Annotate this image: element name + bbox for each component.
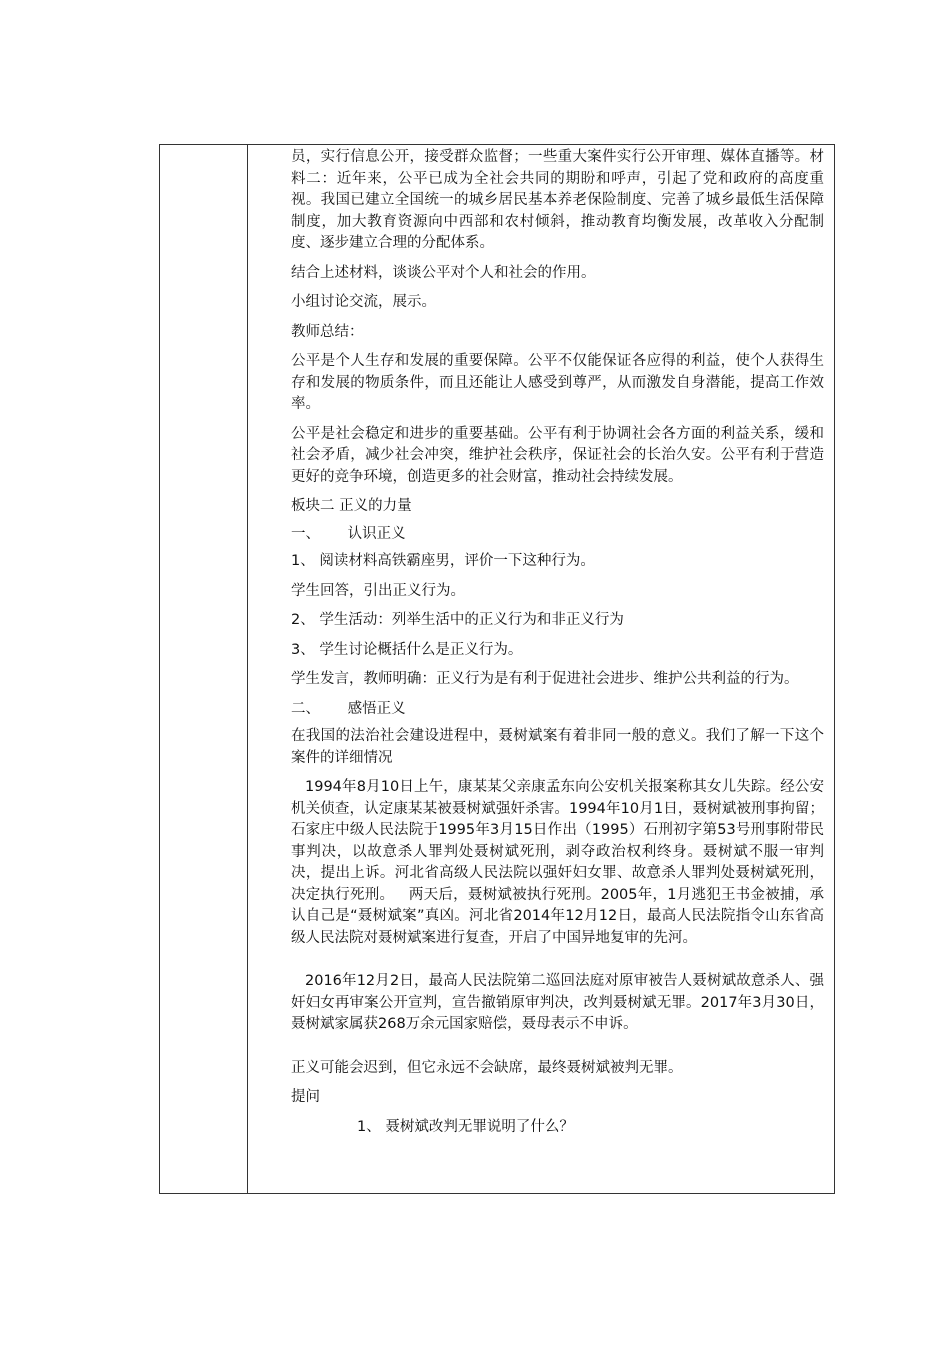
list-item-3: 3、 学生讨论概括什么是正义行为。 [291, 641, 523, 658]
paragraph-case-intro: 在我国的法治社会建设进程中，聂树斌案有着非同一般的意义。我们了解一下这个案件的详细情况 [291, 728, 824, 766]
list-item-1: 1、 阅读材料高铁霸座男，评价一下这种行为。 [291, 553, 595, 569]
paragraph-question-label: 提问 [291, 1089, 320, 1105]
list-item-2: 2、 学生活动：列举生活中的正义行为和非正义行为 [291, 612, 624, 628]
paragraph-conclusion: 正义可能会迟到，但它永远不会缺席，最终聂树斌被判无罪。 [291, 1059, 683, 1076]
paragraph-definition: 学生发言，教师明确：正义行为是有利于促进社会进步、维护公共利益的行为。 [291, 671, 799, 687]
paragraph-case-details: 1994年8月10日上午，康某某父亲康孟东向公安机关报案称其女儿失踪。经公安机关侦查，认定康某某被聂树斌强奸杀害。1994年10月1日，聂树斌被刑事拘留；石家庄中级人民法院于1995年3月15日作出（1995）石刑初字第53号刑事附带民事判决，以故意杀人罪判处聂树斌死刑，剥夺政治权利终身。聂树斌不服一审判决，提出上诉。河北省高级人民法院以强奸妇女罪、故意杀人罪判处聂树斌死刑，决定执行死刑。 两天后，聂树斌被执行死刑。2005年，1月逃犯王书金被捕，承认自己是“聂树斌案”真凶。河北省2014年12月12日，最高人民法院指令山东省高级人民法院对聂树斌案进行复查，开启了中国异地复审的先河。 [291, 779, 824, 946]
paragraph-student-answer: 学生回答，引出正义行为。 [291, 582, 465, 599]
lesson-content-cell [291, 147, 824, 1146]
paragraph-fairness-individual: 公平是个人生存和发展的重要保障。公平不仅能保证各应得的利益，使个人获得生存和发展的物质条件，而且还能让人感受到尊严，从而激发自身潜能，提高工作效率。 [291, 353, 824, 412]
lesson-table [159, 144, 835, 1194]
spacer [291, 957, 824, 971]
subheading-feel-justice: 二、 感悟正义 [291, 700, 406, 717]
column-divider [247, 145, 248, 1193]
subheading-know-justice: 一、 认识正义 [291, 525, 406, 542]
paragraph-case-retrial: 2016年12月2日，最高人民法院第二巡回法庭对原审被告人聂树斌故意杀人、强奸妇女再审案公开宣判，宣告撤销原审判决，改判聂树斌无罪。2017年3月30日，聂树斌家属获268万余元国家赔偿，聂母表示不申诉。 [291, 973, 824, 1032]
paragraph-teacher-summary-label: 教师总结： [291, 323, 364, 340]
question-item-1: 1、 聂树斌改判无罪说明了什么？ [357, 1118, 574, 1135]
paragraph-fairness-society: 公平是社会稳定和进步的重要基础。公平有利于协调社会各方面的利益关系，缓和社会矛盾，减少社会冲突，维护社会秩序，保证社会的长治久安。公平有利于营造更好的竞争环境，创造更多的社会财富，推动社会持续发展。 [291, 425, 824, 485]
paragraph-group-discussion: 小组讨论交流，展示。 [291, 294, 436, 310]
section-heading-justice: 板块二 正义的力量 [291, 498, 412, 514]
paragraph-question: 结合上述材料，谈谈公平对个人和社会的作用。 [291, 264, 596, 281]
spacer [291, 1044, 824, 1058]
paragraph-material-two: 员，实行信息公开，接受群众监督；一些重大案件实行公开审理、媒体直播等。材料二：近年来，公平已成为全社会共同的期盼和呼声，引起了党和政府的高度重视。我国已建立全国统一的城乡居民基本养老保险制度、完善了城乡最低生活保障制度，加大教育资源向中西部和农村倾斜，推动教育均衡发展，改革收入分配制度、逐步建立合理的分配体系。 [291, 149, 824, 251]
